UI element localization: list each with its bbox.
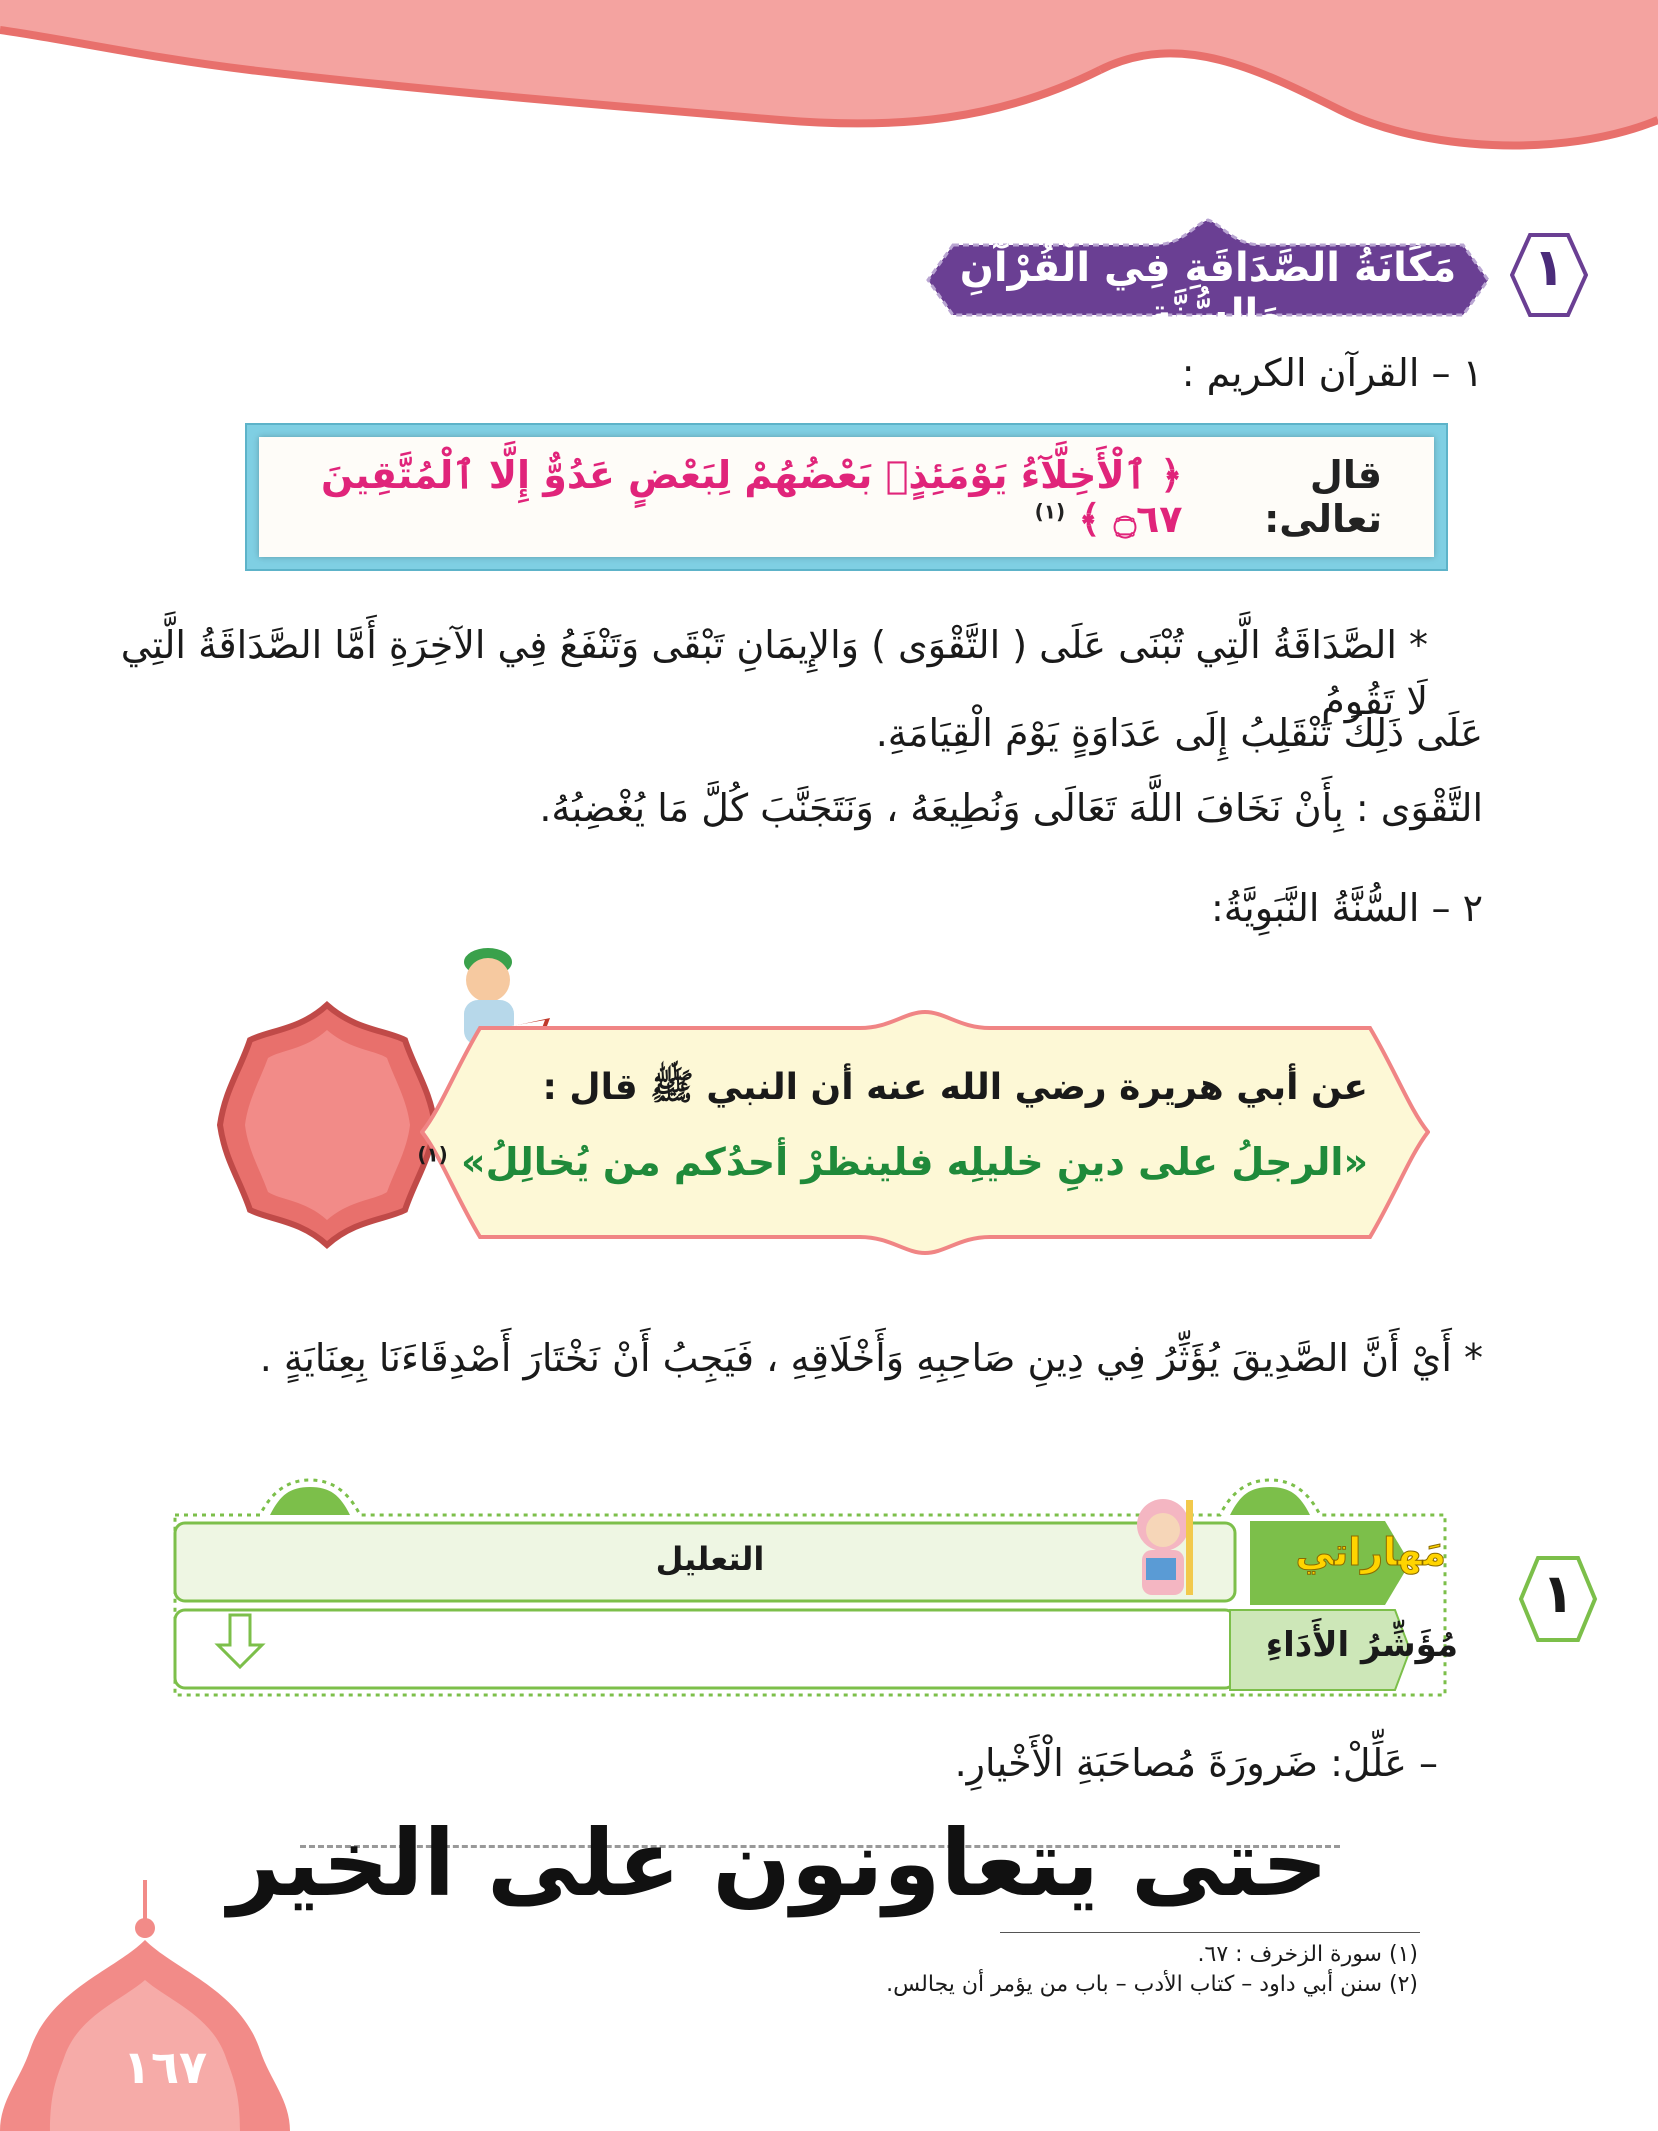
footnote-divider xyxy=(1000,1932,1420,1933)
hadith-box xyxy=(420,1010,1430,1255)
conclusion-text: * أَيْ أَنَّ الصَّدِيقَ يُؤَثِّرُ فِي دِينِ صَاحِبِهِ وَأَخْلَاقِهِ ، فَيَجِبُ أَنْ نَخْتَارَ أَصْدِقَاءَنَا بِعِنَايَةٍ . xyxy=(259,1336,1483,1380)
performance-indicator-tag: مُؤَشِّرُ الأَدَاءِ xyxy=(1265,1625,1458,1665)
skill-number: ١ xyxy=(1541,1562,1575,1625)
paragraph-line-2: عَلَى ذَلِكَ تَنْقَلِبُ إِلَى عَدَاوَةٍ يَوْمَ الْقِيَامَةِ. xyxy=(875,711,1483,755)
sunnah-heading: ٢ – السُّنَّةُ النَّبَوِيَّةُ: xyxy=(1211,886,1483,930)
hadith-quote: «الرجلُ على دينِ خليلِه فلينظرْ أحدُكم من يُخالِلُ» $^{(١)}$ xyxy=(417,1140,1368,1184)
quran-verse: ﴿ ٱلْأَخِلَّآءُ يَوْمَئِذٍۭ بَعْضُهُمْ لِبَعْضٍ عَدُوٌّ إِلَّا ٱلْمُتَّقِينَ ۝٦٧ ﴾ $^{(١)}$ xyxy=(320,453,1183,541)
hadith-footnote-ref: (١) xyxy=(417,1142,448,1167)
header-decoration xyxy=(0,0,1658,160)
exercise-prompt: – عَلِّلْ: ضَرورَةَ مُصاحَبَةِ الْأَخْيارِ. xyxy=(954,1741,1438,1785)
girl-reading-illustration xyxy=(1130,1490,1200,1600)
page-number: ١٦٧ xyxy=(122,2040,208,2094)
skill-name: التعليل xyxy=(655,1540,765,1578)
footnote-1: (١) سورة الزخرف : ٦٧. xyxy=(1197,1942,1418,1967)
quran-label: قال تعالى: xyxy=(1264,453,1382,541)
hadith-intro: عن أبي هريرة رضي الله عنه أن النبي ﷺ قال : xyxy=(542,1067,1368,1108)
section-title: مَكَانَةُ الصَّدَاقَةِ فِي الْقُرْآنِ وَالسُّنَّةِ. xyxy=(959,245,1457,337)
quran-heading: ١ – القرآن الكريم : xyxy=(1181,351,1483,395)
decorative-ornament xyxy=(215,1000,440,1250)
quran-verse-box xyxy=(245,423,1448,571)
section-number: ١ xyxy=(1533,238,1565,298)
footnote-2: (٢) سنن أبي داود – كتاب الأدب – باب من يؤمر أن يجالس. xyxy=(886,1972,1418,1997)
skills-tag: مَهاراتي xyxy=(1295,1530,1446,1574)
paragraph-line-1: * الصَّدَاقَةُ الَّتِي تُبْنَى عَلَى ( التَّقْوَى ) وَالإِيمَانِ تَبْقَى وَتَنْفَعُ فِي الآخِرَةِ أَمَّا الصَّدَاقَةُ الَّتِي لَا تَقُومُ xyxy=(120,623,1428,723)
taqwa-definition: التَّقْوَى : بِأَنْ نَخَافَ اللَّهَ تَعَالَى وَنُطِيعَهُ ، وَنَتَجَنَّبَ كُلَّ مَا يُغْضِبُهُ. xyxy=(539,786,1483,830)
quran-footnote-ref: (١) xyxy=(1034,499,1066,524)
skills-frame xyxy=(170,1475,1450,1700)
handwritten-answer: حتى يتعاونون على الخير xyxy=(227,1810,1328,1917)
